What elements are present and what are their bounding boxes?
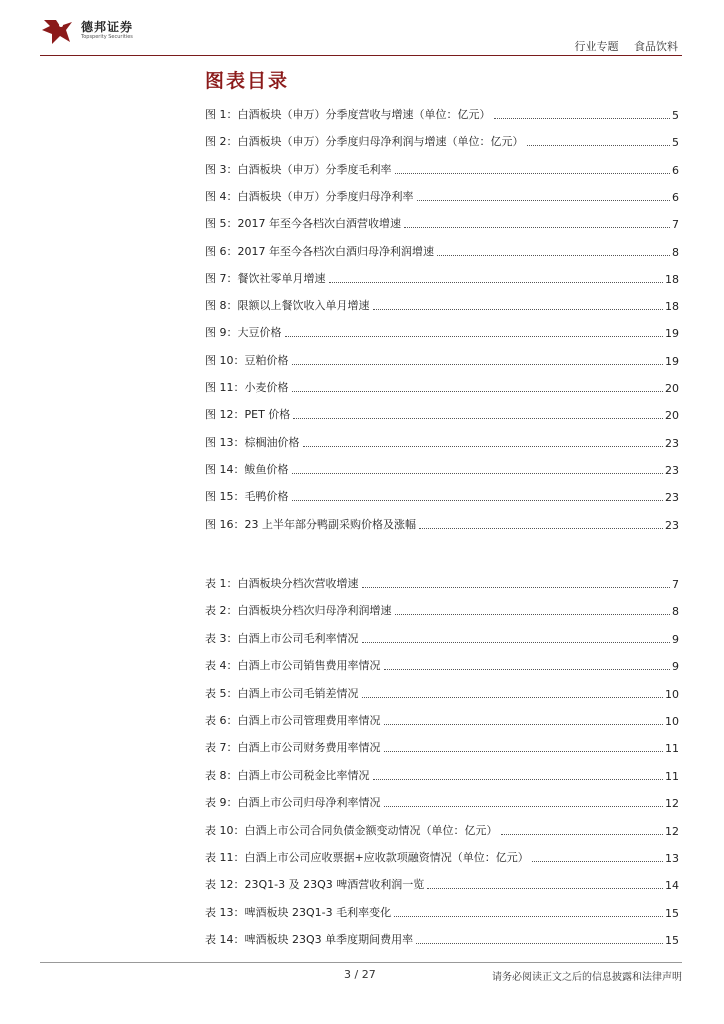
figure-toc-entry-page: 23 xyxy=(665,518,679,532)
table-toc-entry[interactable] xyxy=(205,931,679,947)
table-toc-entry[interactable] xyxy=(205,739,679,755)
dot-leader xyxy=(404,227,670,228)
logo-company-name: 德邦证券 xyxy=(81,20,134,34)
table-toc-entry-label: 表 1：白酒板块分档次营收增速 xyxy=(205,577,359,590)
figure-toc-entry[interactable] xyxy=(205,379,679,395)
table-toc-entry[interactable] xyxy=(205,685,679,701)
table-toc-entry-label: 表 12：23Q1-3 及 23Q3 啤酒营收利润一览 xyxy=(205,878,425,892)
table-toc-entry[interactable] xyxy=(205,712,679,728)
dot-leader xyxy=(394,916,663,917)
dot-leader xyxy=(373,779,664,780)
dot-leader xyxy=(532,861,663,862)
footer-divider xyxy=(40,962,682,963)
table-toc-entry-page: 9 xyxy=(672,660,679,674)
figure-toc-entry[interactable] xyxy=(205,406,679,422)
dot-leader xyxy=(494,118,671,119)
figure-toc-entry[interactable] xyxy=(205,188,679,204)
table-toc-entry[interactable] xyxy=(205,630,679,646)
table-toc-entry-page: 8 xyxy=(672,605,679,619)
table-toc-entry-page: 11 xyxy=(665,742,679,756)
table-toc-entry[interactable] xyxy=(205,602,679,618)
dot-leader xyxy=(384,724,664,725)
figure-toc-entry-label: 图 4：白酒板块（申万）分季度归母净利率 xyxy=(205,189,414,203)
figure-toc-entry-label: 图 11：小麦价格 xyxy=(205,381,289,394)
figure-toc-entry-page: 19 xyxy=(665,354,679,368)
figure-toc-entry[interactable] xyxy=(205,270,679,286)
dot-leader xyxy=(395,614,671,615)
table-toc-entry-page: 12 xyxy=(665,824,679,838)
table-toc-entry-label: 表 3：白酒上市公司毛利率情况 xyxy=(205,631,359,645)
dot-leader xyxy=(292,473,664,474)
figure-toc-entry-page: 5 xyxy=(672,109,679,122)
figure-toc-entry[interactable] xyxy=(205,324,679,340)
table-toc-entry-page: 15 xyxy=(665,906,679,920)
company-logo xyxy=(40,16,134,50)
table-toc-entry-label: 表 6：白酒上市公司管理费用率情况 xyxy=(205,714,381,727)
dot-leader xyxy=(395,173,671,174)
dot-leader xyxy=(437,255,670,256)
figure-toc-entry-page: 18 xyxy=(665,272,679,286)
dot-leader xyxy=(427,888,663,889)
dot-leader xyxy=(303,446,664,447)
page-header xyxy=(0,0,724,60)
figure-toc-entry-label: 图 1：白酒板块（申万）分季度营收与增速（单位：亿元） xyxy=(205,108,491,121)
figure-toc-entry[interactable] xyxy=(205,215,679,231)
logo-mark-icon xyxy=(40,16,76,46)
toc-title: 图表目录 xyxy=(205,70,290,92)
figure-toc-entry-page: 20 xyxy=(665,382,679,395)
figure-toc-entry-page: 18 xyxy=(665,300,679,314)
table-toc-entry-label: 表 10：白酒上市公司合同负债金额变动情况（单位：亿元） xyxy=(205,823,498,837)
figure-toc-entry-page: 8 xyxy=(672,245,679,259)
figure-toc-entry-page: 6 xyxy=(672,190,679,204)
table-toc-entry-label: 表 11：白酒上市公司应收票据+应收款项融资情况（单位：亿元） xyxy=(205,851,529,864)
table-toc-entry-label: 表 9：白酒上市公司归母净利率情况 xyxy=(205,796,381,810)
figure-toc-entry-label: 图 5：2017 年至今各档次白酒营收增速 xyxy=(205,217,401,231)
table-toc-entry-page: 10 xyxy=(665,687,679,701)
figure-toc-entry[interactable] xyxy=(205,352,679,368)
dot-leader xyxy=(373,309,664,310)
figure-toc-entry[interactable] xyxy=(205,106,679,122)
dot-leader xyxy=(292,500,664,501)
figure-toc-entry-label: 图 9：大豆价格 xyxy=(205,326,282,340)
dot-leader xyxy=(384,751,664,752)
table-toc-entry-page: 15 xyxy=(665,934,679,948)
figure-toc-entry-page: 6 xyxy=(672,163,679,177)
figure-toc-entry-label: 图 10：豆粕价格 xyxy=(205,353,289,367)
dot-leader xyxy=(501,834,664,835)
dot-leader xyxy=(527,145,671,146)
figure-toc-entry-page: 7 xyxy=(672,218,679,232)
dot-leader xyxy=(329,282,664,283)
dot-leader xyxy=(285,336,664,337)
figure-toc-entry-label: 图 7：餐饮社零单月增速 xyxy=(205,271,326,285)
figure-toc-entry[interactable] xyxy=(205,297,679,313)
table-toc-entry[interactable] xyxy=(205,794,679,810)
table-toc-entry-page: 9 xyxy=(672,632,679,646)
figure-toc-entry-label: 图 16：23 上半年部分鸭副采购价格及涨幅 xyxy=(205,517,416,531)
figure-toc-entry-page: 5 xyxy=(672,136,679,150)
figure-toc-entry[interactable] xyxy=(205,161,679,177)
page-number: 3 / 27 xyxy=(344,968,376,981)
dot-leader xyxy=(384,806,664,807)
table-toc-entry[interactable] xyxy=(205,876,679,892)
table-toc-entry-label: 表 14：啤酒板块 23Q3 单季度期间费用率 xyxy=(205,933,414,947)
table-toc-entry-page: 10 xyxy=(665,715,679,728)
dot-leader xyxy=(293,418,663,419)
figure-toc-entry-page: 23 xyxy=(665,491,679,505)
figure-toc-entry-label: 图 15：毛鸭价格 xyxy=(205,490,289,504)
table-toc-entry-page: 12 xyxy=(665,797,679,811)
dot-leader xyxy=(384,669,671,670)
table-toc-entry[interactable] xyxy=(205,575,679,591)
dot-leader xyxy=(292,364,664,365)
table-toc-entry-label: 表 13：啤酒板块 23Q1-3 毛利率变化 xyxy=(205,905,392,919)
figure-toc-entry[interactable] xyxy=(205,488,679,504)
table-toc-entry-label: 表 2：白酒板块分档次归母净利润增速 xyxy=(205,604,392,618)
figure-toc-entry-page: 23 xyxy=(665,436,679,450)
figure-toc-entry[interactable] xyxy=(205,133,679,149)
figure-toc-entry-label: 图 6：2017 年至今各档次白酒归母净利润增速 xyxy=(205,244,434,258)
figure-toc-entry-page: 19 xyxy=(665,327,679,341)
table-toc-entry[interactable] xyxy=(205,767,679,783)
figure-toc-entry-label: 图 8：限额以上餐饮收入单月增速 xyxy=(205,299,370,313)
table-toc-entry-page: 14 xyxy=(665,879,679,893)
table-toc-entry[interactable] xyxy=(205,822,679,838)
table-toc-entry[interactable] xyxy=(205,657,679,673)
dot-leader xyxy=(362,697,664,698)
figure-toc-entry-label: 图 12：PET 价格 xyxy=(205,408,291,422)
figure-toc-entry[interactable] xyxy=(205,516,679,532)
figure-toc-entry-label: 图 13：棕榈油价格 xyxy=(205,435,300,449)
figure-toc-entry-label: 图 2：白酒板块（申万）分季度归母净利润与增速（单位：亿元） xyxy=(205,135,524,149)
table-toc-entry-label: 表 5：白酒上市公司毛销差情况 xyxy=(205,686,359,700)
dot-leader xyxy=(419,528,663,529)
table-toc-entry-page: 7 xyxy=(672,578,679,591)
dot-leader xyxy=(416,943,663,944)
logo-english-name: Topsperity Securities xyxy=(81,34,133,40)
table-toc-entry-label: 表 7：白酒上市公司财务费用率情况 xyxy=(205,741,381,755)
figure-toc-entry-label: 图 14：鲅鱼价格 xyxy=(205,462,289,476)
table-toc-entry-page: 13 xyxy=(665,852,679,865)
dot-leader xyxy=(362,642,671,643)
table-toc-entry-label: 表 8：白酒上市公司税金比率情况 xyxy=(205,768,370,782)
figure-toc-entry[interactable] xyxy=(205,434,679,450)
table-toc-entry-label: 表 4：白酒上市公司销售费用率情况 xyxy=(205,659,381,673)
figure-toc-entry-label: 图 3：白酒板块（申万）分季度毛利率 xyxy=(205,162,392,176)
figure-toc-entry-page: 23 xyxy=(665,463,679,477)
table-toc-entry-page: 11 xyxy=(665,769,679,783)
table-toc-entry[interactable] xyxy=(205,849,679,865)
dot-leader xyxy=(362,587,671,588)
header-divider xyxy=(40,55,682,56)
header-tags xyxy=(575,38,679,54)
figure-toc-entry[interactable] xyxy=(205,243,679,259)
dot-leader xyxy=(417,200,671,201)
footer-disclaimer: 请务必阅读正文之后的信息披露和法律声明 xyxy=(492,972,682,983)
table-toc-entry[interactable] xyxy=(205,904,679,920)
figure-toc-entry-page: 20 xyxy=(665,409,679,423)
dot-leader xyxy=(292,391,664,392)
figure-toc-entry[interactable] xyxy=(205,461,679,477)
header-tag-report-type: 行业专题 xyxy=(574,40,619,53)
header-tag-industry: 食品饮料 xyxy=(634,40,678,53)
